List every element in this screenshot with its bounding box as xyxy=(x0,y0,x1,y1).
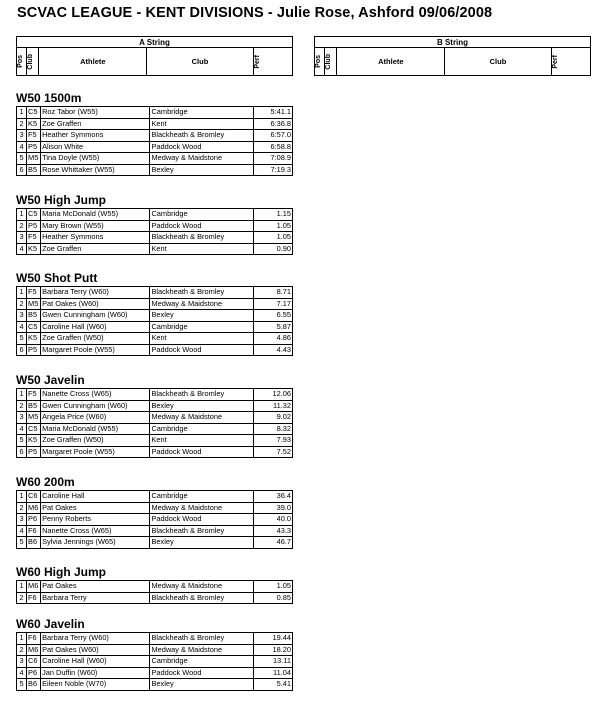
a-string-header xyxy=(16,36,293,76)
table-row xyxy=(17,118,293,130)
club-code-cell: P5 xyxy=(27,220,41,232)
table-row xyxy=(17,679,293,691)
club-cell: Bexley xyxy=(150,310,253,322)
event-title: W50 1500m xyxy=(16,91,82,105)
club-cell: Paddock Wood xyxy=(150,220,253,232)
club-code-cell: C6 xyxy=(27,491,41,503)
club-code-cell: P5 xyxy=(27,141,41,153)
athlete-cell: Angela Price (W60) xyxy=(41,412,150,424)
performance-cell: 5.87 xyxy=(253,321,292,333)
table-row xyxy=(17,321,293,333)
position-cell: 1 xyxy=(17,389,27,401)
club-cell: Bexley xyxy=(150,164,253,176)
athlete-cell: Rose Whittaker (W55) xyxy=(41,164,150,176)
a-col-athlete: Athlete xyxy=(39,48,147,76)
a-col-perf: Perf xyxy=(253,54,261,69)
position-cell: 1 xyxy=(17,107,27,119)
athlete-cell: Maria McDonald (W55) xyxy=(41,209,150,221)
position-cell: 4 xyxy=(17,243,27,255)
performance-cell: 1.05 xyxy=(253,220,292,232)
club-code-cell: B5 xyxy=(27,164,41,176)
club-cell: Medway & Maidstone xyxy=(150,298,253,310)
table-row xyxy=(17,633,293,645)
event-w50-javelin xyxy=(16,373,294,458)
b-col-club: Club xyxy=(445,48,551,76)
position-cell: 3 xyxy=(17,514,27,526)
athlete-cell: Margaret Poole (W55) xyxy=(41,344,150,356)
club-code-cell: K5 xyxy=(27,435,41,447)
club-cell: Paddock Wood xyxy=(150,141,253,153)
results-table xyxy=(16,106,293,176)
athlete-cell: Zoe Graffen xyxy=(41,118,150,130)
club-cell: Blackheath & Bromley xyxy=(150,592,253,604)
performance-cell: 43.3 xyxy=(253,525,292,537)
results-table xyxy=(16,286,293,356)
table-row xyxy=(17,592,293,604)
club-cell: Kent xyxy=(150,435,253,447)
athlete-cell: Tina Doyle (W55) xyxy=(41,153,150,165)
athlete-cell: Heather Symmons xyxy=(41,130,150,142)
table-row xyxy=(17,400,293,412)
athlete-cell: Zoe Graffen (W50) xyxy=(41,435,150,447)
club-cell: Blackheath & Bromley xyxy=(150,525,253,537)
club-cell: Kent xyxy=(150,118,253,130)
b-col-pos: Pos xyxy=(315,55,322,68)
performance-cell: 9.02 xyxy=(253,412,292,424)
athlete-cell: Gwen Cunningham (W60) xyxy=(41,400,150,412)
club-cell: Cambridge xyxy=(150,107,253,119)
athlete-cell: Caroline Hall (W60) xyxy=(41,656,150,668)
club-code-cell: C5 xyxy=(27,107,41,119)
b-string-title: B String xyxy=(315,37,591,48)
event-w60-200m xyxy=(16,475,294,549)
club-cell: Medway & Maidstone xyxy=(150,502,253,514)
table-row xyxy=(17,423,293,435)
club-cell: Bexley xyxy=(150,679,253,691)
club-cell: Bexley xyxy=(150,400,253,412)
athlete-cell: Nanette Cross (W65) xyxy=(41,525,150,537)
performance-cell: 4.86 xyxy=(253,333,292,345)
table-row xyxy=(17,389,293,401)
performance-cell: 8.32 xyxy=(253,423,292,435)
club-cell: Cambridge xyxy=(150,656,253,668)
club-code-cell: P5 xyxy=(27,446,41,458)
athlete-cell: Caroline Hall (W60) xyxy=(41,321,150,333)
club-cell: Cambridge xyxy=(150,423,253,435)
page-title: SCVAC LEAGUE - KENT DIVISIONS - Julie Rose, Ashford 09/06/2008 xyxy=(17,5,493,21)
position-cell: 5 xyxy=(17,537,27,549)
performance-cell: 6:57.0 xyxy=(253,130,292,142)
table-row xyxy=(17,287,293,299)
position-cell: 1 xyxy=(17,491,27,503)
club-code-cell: B5 xyxy=(27,400,41,412)
performance-cell: 7:08.9 xyxy=(253,153,292,165)
club-cell: Medway & Maidstone xyxy=(150,581,253,593)
table-row xyxy=(17,514,293,526)
performance-cell: 12.06 xyxy=(253,389,292,401)
athlete-cell: Sylvia Jennings (W65) xyxy=(41,537,150,549)
table-row xyxy=(17,581,293,593)
table-row xyxy=(17,667,293,679)
position-cell: 4 xyxy=(17,141,27,153)
event-title: W50 Shot Putt xyxy=(16,271,98,285)
club-cell: Blackheath & Bromley xyxy=(150,130,253,142)
club-code-cell: K5 xyxy=(27,118,41,130)
table-row xyxy=(17,107,293,119)
athlete-cell: Nanette Cross (W65) xyxy=(41,389,150,401)
club-code-cell: M6 xyxy=(27,581,41,593)
club-code-cell: F6 xyxy=(27,592,41,604)
athlete-cell: Margaret Poole (W55) xyxy=(41,446,150,458)
table-row xyxy=(17,153,293,165)
club-cell: Paddock Wood xyxy=(150,667,253,679)
club-code-cell: F6 xyxy=(27,525,41,537)
performance-cell: 19.44 xyxy=(253,633,292,645)
table-row xyxy=(17,344,293,356)
club-code-cell: F6 xyxy=(27,633,41,645)
position-cell: 2 xyxy=(17,400,27,412)
results-table xyxy=(16,388,293,458)
event-title: W50 Javelin xyxy=(16,373,85,387)
performance-cell: 6.55 xyxy=(253,310,292,322)
club-code-cell: P6 xyxy=(27,514,41,526)
club-code-cell: B6 xyxy=(27,537,41,549)
club-code-cell: F5 xyxy=(27,287,41,299)
performance-cell: 1.05 xyxy=(253,581,292,593)
table-row xyxy=(17,333,293,345)
position-cell: 1 xyxy=(17,287,27,299)
table-row xyxy=(17,130,293,142)
position-cell: 3 xyxy=(17,130,27,142)
club-cell: Kent xyxy=(150,333,253,345)
b-col-perf: Perf xyxy=(551,54,559,69)
position-cell: 2 xyxy=(17,502,27,514)
position-cell: 3 xyxy=(17,656,27,668)
club-cell: Cambridge xyxy=(150,491,253,503)
position-cell: 1 xyxy=(17,209,27,221)
club-code-cell: M6 xyxy=(27,644,41,656)
athlete-cell: Barbara Terry xyxy=(41,592,150,604)
club-cell: Blackheath & Bromley xyxy=(150,232,253,244)
athlete-cell: Pat Oakes xyxy=(41,502,150,514)
club-cell: Paddock Wood xyxy=(150,446,253,458)
performance-cell: 5:41.1 xyxy=(253,107,292,119)
a-col-pos: Pos xyxy=(17,55,24,68)
position-cell: 6 xyxy=(17,344,27,356)
event-w60-high-jump xyxy=(16,565,294,604)
performance-cell: 1.15 xyxy=(253,209,292,221)
position-cell: 6 xyxy=(17,446,27,458)
club-code-cell: F5 xyxy=(27,389,41,401)
performance-cell: 7:19.3 xyxy=(253,164,292,176)
club-code-cell: M5 xyxy=(27,153,41,165)
club-cell: Medway & Maidstone xyxy=(150,644,253,656)
a-col-club-code: Club xyxy=(27,53,35,70)
a-col-club: Club xyxy=(147,48,253,76)
table-row xyxy=(17,644,293,656)
athlete-cell: Heather Symmons xyxy=(41,232,150,244)
table-row xyxy=(17,502,293,514)
club-code-cell: M6 xyxy=(27,502,41,514)
table-row xyxy=(17,220,293,232)
performance-cell: 40.0 xyxy=(253,514,292,526)
results-table xyxy=(16,580,293,604)
position-cell: 1 xyxy=(17,633,27,645)
position-cell: 4 xyxy=(17,667,27,679)
event-title: W60 High Jump xyxy=(16,565,107,579)
position-cell: 5 xyxy=(17,679,27,691)
club-code-cell: B6 xyxy=(27,679,41,691)
table-row xyxy=(17,446,293,458)
athlete-cell: Pat Oakes (W60) xyxy=(41,298,150,310)
position-cell: 2 xyxy=(17,118,27,130)
club-code-cell: F5 xyxy=(27,232,41,244)
club-cell: Blackheath & Bromley xyxy=(150,287,253,299)
table-row xyxy=(17,537,293,549)
club-code-cell: P5 xyxy=(27,344,41,356)
position-cell: 4 xyxy=(17,321,27,333)
performance-cell: 46.7 xyxy=(253,537,292,549)
club-code-cell: M5 xyxy=(27,412,41,424)
club-code-cell: C5 xyxy=(27,209,41,221)
event-title: W60 200m xyxy=(16,475,75,489)
position-cell: 4 xyxy=(17,525,27,537)
results-table xyxy=(16,208,293,255)
club-cell: Blackheath & Bromley xyxy=(150,633,253,645)
club-code-cell: K5 xyxy=(27,333,41,345)
results-table xyxy=(16,632,293,691)
athlete-cell: Gwen Cunningham (W60) xyxy=(41,310,150,322)
athlete-cell: Eileen Noble (W70) xyxy=(41,679,150,691)
athlete-cell: Maria McDonald (W55) xyxy=(41,423,150,435)
performance-cell: 39.0 xyxy=(253,502,292,514)
performance-cell: 18.20 xyxy=(253,644,292,656)
position-cell: 5 xyxy=(17,435,27,447)
position-cell: 4 xyxy=(17,423,27,435)
table-row xyxy=(17,298,293,310)
table-row xyxy=(17,209,293,221)
club-code-cell: C6 xyxy=(27,656,41,668)
performance-cell: 0.90 xyxy=(253,243,292,255)
position-cell: 3 xyxy=(17,232,27,244)
performance-cell: 5.41 xyxy=(253,679,292,691)
club-code-cell: F5 xyxy=(27,130,41,142)
athlete-cell: Barbara Terry (W60) xyxy=(41,633,150,645)
position-cell: 6 xyxy=(17,164,27,176)
b-string-header xyxy=(314,36,591,76)
position-cell: 2 xyxy=(17,592,27,604)
table-row xyxy=(17,525,293,537)
performance-cell: 36.4 xyxy=(253,491,292,503)
club-code-cell: C5 xyxy=(27,321,41,333)
athlete-cell: Penny Roberts xyxy=(41,514,150,526)
table-row xyxy=(17,141,293,153)
table-row xyxy=(17,164,293,176)
table-row xyxy=(17,656,293,668)
performance-cell: 11.32 xyxy=(253,400,292,412)
table-row xyxy=(17,491,293,503)
club-code-cell: P6 xyxy=(27,667,41,679)
position-cell: 1 xyxy=(17,581,27,593)
club-code-cell: M5 xyxy=(27,298,41,310)
club-cell: Blackheath & Bromley xyxy=(150,389,253,401)
club-cell: Medway & Maidstone xyxy=(150,153,253,165)
club-cell: Paddock Wood xyxy=(150,344,253,356)
table-row xyxy=(17,412,293,424)
performance-cell: 7.52 xyxy=(253,446,292,458)
athlete-cell: Pat Oakes xyxy=(41,581,150,593)
a-string-title: A String xyxy=(17,37,293,48)
position-cell: 3 xyxy=(17,310,27,322)
event-w50-shot-putt xyxy=(16,271,294,356)
performance-cell: 7.17 xyxy=(253,298,292,310)
position-cell: 5 xyxy=(17,153,27,165)
performance-cell: 1.05 xyxy=(253,232,292,244)
position-cell: 5 xyxy=(17,333,27,345)
position-cell: 3 xyxy=(17,412,27,424)
athlete-cell: Zoe Graffen (W50) xyxy=(41,333,150,345)
table-row xyxy=(17,232,293,244)
event-title: W50 High Jump xyxy=(16,193,107,207)
performance-cell: 13.11 xyxy=(253,656,292,668)
position-cell: 2 xyxy=(17,220,27,232)
athlete-cell: Zoe Graffen xyxy=(41,243,150,255)
performance-cell: 7.93 xyxy=(253,435,292,447)
club-code-cell: C5 xyxy=(27,423,41,435)
table-row xyxy=(17,435,293,447)
event-w60-javelin xyxy=(16,617,294,691)
table-row xyxy=(17,310,293,322)
event-w50-high-jump xyxy=(16,193,294,255)
athlete-cell: Mary Brown (W55) xyxy=(41,220,150,232)
athlete-cell: Barbara Terry (W60) xyxy=(41,287,150,299)
athlete-cell: Alison White xyxy=(41,141,150,153)
performance-cell: 0.85 xyxy=(253,592,292,604)
club-code-cell: B5 xyxy=(27,310,41,322)
performance-cell: 4.43 xyxy=(253,344,292,356)
position-cell: 2 xyxy=(17,644,27,656)
athlete-cell: Jan Duffin (W60) xyxy=(41,667,150,679)
event-w50-1500m xyxy=(16,91,294,176)
performance-cell: 6:58.8 xyxy=(253,141,292,153)
club-cell: Paddock Wood xyxy=(150,514,253,526)
club-cell: Cambridge xyxy=(150,321,253,333)
athlete-cell: Caroline Hall xyxy=(41,491,150,503)
event-title: W60 Javelin xyxy=(16,617,85,631)
club-cell: Bexley xyxy=(150,537,253,549)
club-code-cell: K5 xyxy=(27,243,41,255)
b-col-club-code: Club xyxy=(325,53,333,70)
b-col-athlete: Athlete xyxy=(337,48,445,76)
results-table xyxy=(16,490,293,549)
athlete-cell: Pat Oakes (W60) xyxy=(41,644,150,656)
club-cell: Medway & Maidstone xyxy=(150,412,253,424)
performance-cell: 8.71 xyxy=(253,287,292,299)
club-cell: Cambridge xyxy=(150,209,253,221)
performance-cell: 11.04 xyxy=(253,667,292,679)
club-cell: Kent xyxy=(150,243,253,255)
position-cell: 2 xyxy=(17,298,27,310)
performance-cell: 6:36.8 xyxy=(253,118,292,130)
table-row xyxy=(17,243,293,255)
athlete-cell: Roz Tabor (W55) xyxy=(41,107,150,119)
